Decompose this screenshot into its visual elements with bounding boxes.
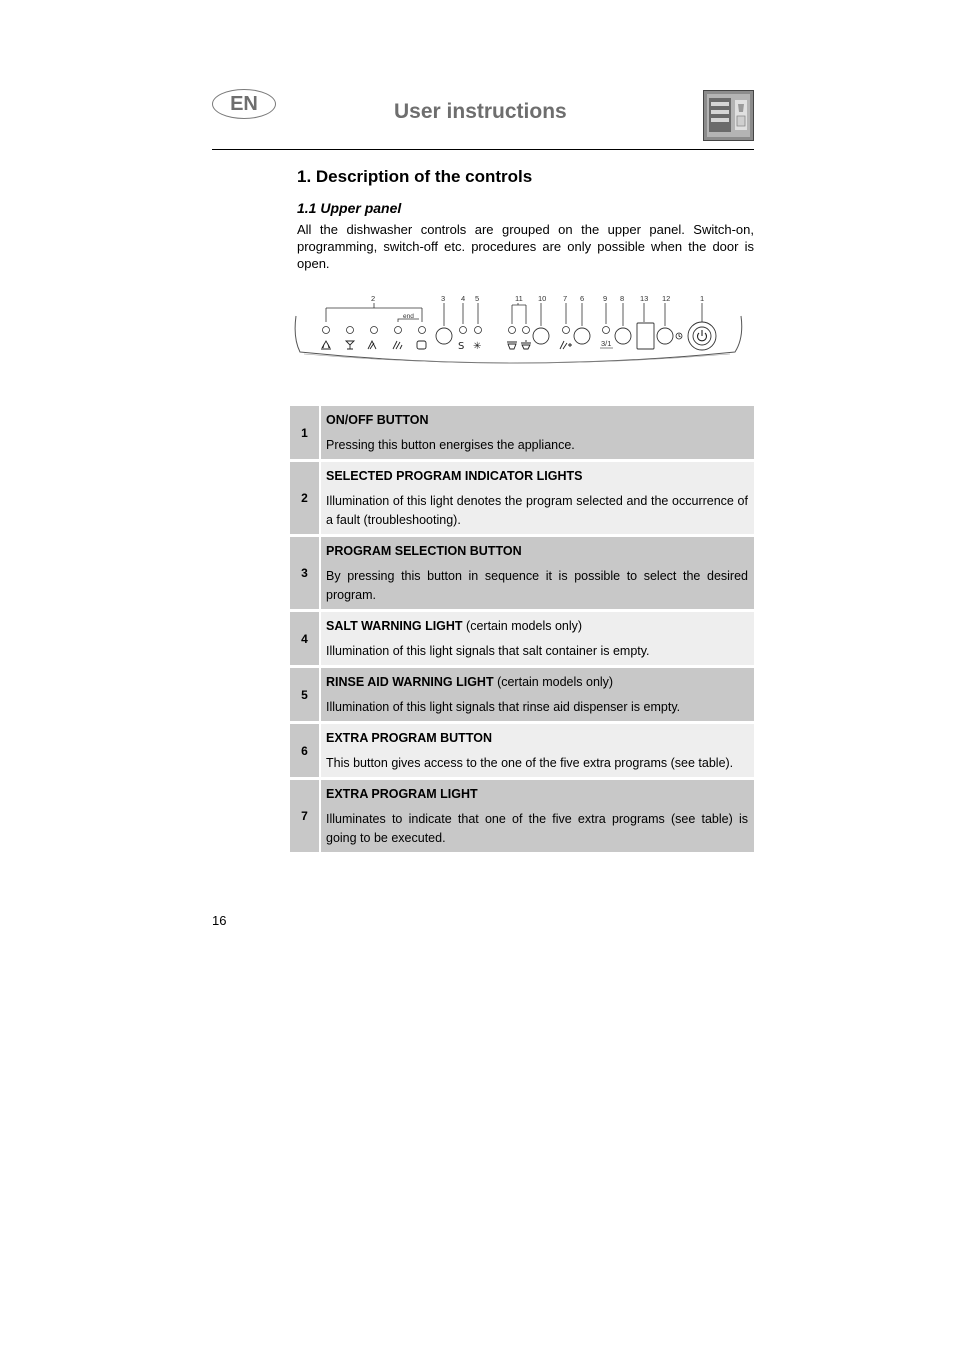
callout-6: 6 <box>580 294 585 303</box>
pan-icon <box>368 341 376 349</box>
callout-1: 1 <box>700 294 705 303</box>
controls-table <box>290 406 754 855</box>
table-row <box>290 724 754 777</box>
table-row <box>290 668 754 721</box>
language-badge: EN <box>212 89 276 119</box>
row-content <box>321 668 754 721</box>
row-description: By pressing this button in sequence it is possible to select the desired program. <box>326 569 748 602</box>
callout-2: 2 <box>371 294 376 303</box>
rinse-aid-icon: ✳ <box>473 341 482 352</box>
callout-9: 9 <box>603 294 608 303</box>
row-content <box>321 462 754 534</box>
row-note: (certain models only) <box>493 675 614 689</box>
delay-button <box>615 328 631 344</box>
row-title: RINSE AID WARNING LIGHT <box>326 675 494 689</box>
extra-program-light <box>563 327 570 334</box>
pot-icon <box>393 341 402 349</box>
intro-paragraph: All the dishwasher controls are grouped on the upper panel. Switch-on, programming, switch-off etc. procedures are only possible when the door is open. <box>297 222 754 271</box>
row-title: SALT WARNING LIGHT <box>326 619 463 633</box>
cup-icon <box>417 341 426 349</box>
row-content <box>321 724 754 777</box>
row-note: (certain models only) <box>462 619 583 633</box>
row-description: Illumination of this light signals that salt container is empty. <box>326 644 650 658</box>
row-title: EXTRA PROGRAM LIGHT <box>326 787 478 801</box>
table-row <box>290 612 754 665</box>
page-header-title: User instructions <box>394 100 567 123</box>
row-title: SELECTED PROGRAM INDICATOR LIGHTS <box>326 469 583 483</box>
callout-11: 11 <box>515 294 523 303</box>
shower-icon <box>321 341 331 349</box>
row-description: This button gives access to the one of the five extra programs (see table). <box>326 756 734 770</box>
extra-program-button <box>574 328 590 344</box>
option-light-a <box>509 327 516 334</box>
row-description: Pressing this button energises the appliance. <box>326 438 575 452</box>
extra-program-icon <box>560 341 572 349</box>
callout-3: 3 <box>441 294 446 303</box>
bowl-icon-a <box>507 342 517 349</box>
dishwasher-photo-icon <box>703 90 754 141</box>
callout-12: 12 <box>662 294 671 303</box>
program-light-5 <box>419 327 426 334</box>
table-row <box>290 406 754 459</box>
callout-4: 4 <box>461 294 466 303</box>
program-light-1 <box>323 327 330 334</box>
control-panel-diagram <box>290 288 745 370</box>
option-light-b <box>523 327 530 334</box>
table-row <box>290 537 754 609</box>
row-number: 6 <box>290 724 319 777</box>
row-content <box>321 612 754 665</box>
program-light-2 <box>347 327 354 334</box>
row-number: 7 <box>290 780 319 852</box>
panel-outline <box>295 316 742 363</box>
subsection-heading: 1.1 Upper panel <box>297 200 402 216</box>
rinse-aid-light <box>475 327 482 334</box>
row-number: 3 <box>290 537 319 609</box>
display-window <box>637 323 654 349</box>
table-row <box>290 780 754 852</box>
row-description: Illuminates to indicate that one of the five extra programs (see table) is going to be executed. <box>326 812 748 845</box>
bowl-icon-b <box>521 340 531 349</box>
row-content <box>321 537 754 609</box>
salt-icon: S <box>458 341 465 352</box>
program-light-3 <box>371 327 378 334</box>
callout-7: 7 <box>563 294 568 303</box>
clock-icon <box>676 333 682 339</box>
row-description: Illumination of this light denotes the program selected and the occurrence of a fault (troubleshooting). <box>326 494 748 527</box>
delay-light <box>603 327 610 334</box>
end-label: end <box>403 313 414 320</box>
row-number: 1 <box>290 406 319 459</box>
row-number: 5 <box>290 668 319 721</box>
callout-8: 8 <box>620 294 625 303</box>
program-light-4 <box>395 327 402 334</box>
header-divider <box>212 149 754 150</box>
row-number: 2 <box>290 462 319 534</box>
row-content <box>321 406 754 459</box>
program-selection-button <box>436 328 452 344</box>
row-title: ON/OFF BUTTON <box>326 413 429 427</box>
row-content <box>321 780 754 852</box>
table-row <box>290 462 754 534</box>
option-button <box>533 328 549 344</box>
delay-display-icon: 3/1 <box>601 339 612 348</box>
salt-light <box>460 327 467 334</box>
callout-5: 5 <box>475 294 480 303</box>
section-heading: 1. Description of the controls <box>297 167 533 186</box>
row-title: EXTRA PROGRAM BUTTON <box>326 731 492 745</box>
glass-icon <box>346 341 354 349</box>
callout-10: 10 <box>538 294 547 303</box>
timer-button <box>657 328 673 344</box>
row-description: Illumination of this light signals that rinse aid dispenser is empty. <box>326 700 681 714</box>
page-number: 16 <box>212 913 227 928</box>
row-title: PROGRAM SELECTION BUTTON <box>326 544 522 558</box>
callout-13: 13 <box>640 294 649 303</box>
row-number: 4 <box>290 612 319 665</box>
